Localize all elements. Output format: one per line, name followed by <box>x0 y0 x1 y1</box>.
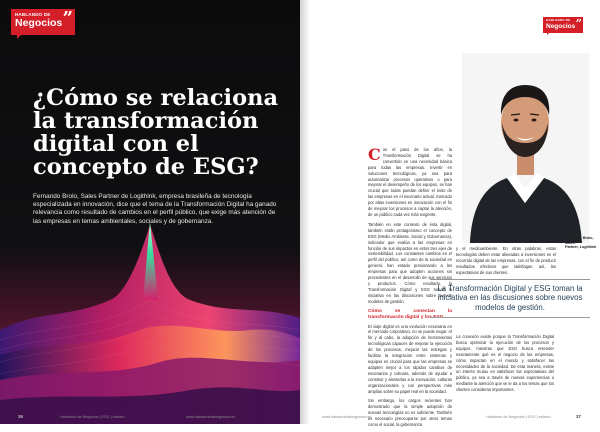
brand-logo-small-main: Negocios <box>546 22 576 30</box>
section-subheading: Cómo se conectan la transformación digital y los ESG <box>368 308 452 320</box>
magazine-name-left: Hablando de Negocios | ESG | edición <box>60 415 125 419</box>
body-paragraph: El viaje digital es una evolución necesaria en el mercado corporativo, no se puede negar. Al fin y al cabo, la adopción de herramientas tecnológicas capaces de mejorar la ejecución de los procesos, mejorar las entregas y facilitar la integración entre sistemas y equipos es crucial para que las empresas se adapten mejor a los rápidos cambios de escenarios y culturas, además de ayudar a construir y alentarlas a la innovación, culturas organizacionales y con perspectivas más amplias sobre su papel real en la sociedad. <box>368 323 452 394</box>
body-paragraph: y el medioambiente. En otras palabras, estas tecnologías deben estar alineadas a inversiones en el recorrido digital de las empresas, con el fin de producir resultados efectivos que satisfagan, así, las expectativas de sus clientes. <box>456 246 556 275</box>
brand-logo-top: HABLANDO DE <box>15 12 51 17</box>
brand-logo-small <box>543 17 583 33</box>
article-lead: Fernando Brolo, Sales Partner de Logithink, empresa brasileña de tecnología especializada en innovación, dice que el tema de la Transformación Digital ha ganado relevancia como resultado de cambios en el perfil público, que exige más atención de las empresas en temas ambientales, sociales y de gobernanza. <box>33 193 277 225</box>
brand-quote-icon: ” <box>62 8 73 29</box>
body-paragraph: También en este contexto de ésta digital, también están protagonismo el concepto de ESG (Medio Ambiente, Social y Gobernanza), indicador que evalúa a las empresas en función de sus impactos en estos tres ejes de sostenibilidad. Los constantes cambios en el perfil del público, así como de la sociedad en general, han estado presionando a las empresas para que adopten acciones sin precedentes en el desarrollo de sus servicios y productos. Cómo resultado, la Transformación Digital y ESG toman la iniciativa en las discusiones sobre nuevos modelos de gestión. <box>368 221 452 304</box>
body-paragraph <box>368 147 452 218</box>
footer-url-left: www.hablandodenegocios.es <box>186 415 236 419</box>
body-paragraph: La conexión existe porque la Transformación Digital busca optimizar la ejecución de los procesos y equipos, mientras que ESG busca entender exactamente qué es el negocio de las empresas, cómo impactan en el mundo y satisfacer las necesidades de la sociedad. De esta manera, existe un interés mutuo en satisfacer las expectativas del público, ya sea a través de nuevas experiencias o mediante la atención que se le da a los temas que los clientes consideran importantes. <box>456 334 554 393</box>
gutter-shadow <box>300 0 310 424</box>
portrait-photo <box>462 53 589 243</box>
brand-logo <box>11 9 75 35</box>
footer-url-right: www.hablandodenegocios.es <box>322 415 372 419</box>
brand-logo-main: Negocios <box>15 17 63 29</box>
caption-name: Fernando Brolo, Sales <box>565 236 594 245</box>
brand-quote-icon-small: ” <box>575 17 582 30</box>
footer-left <box>0 411 300 424</box>
pull-quote: La Transformación Digital y ESG toman la iniciativa en las discusiones sobre nuevos modelos de gestión. <box>430 279 590 318</box>
brand-logo-small-tail <box>547 32 550 35</box>
body-paragraph: Sin embargo, los cargos recientes han demostrado que la simple adopción de nuevas tecnologías no es suficiente. También es necesario preocuparse por otros temas como el social, la gobernanza <box>368 398 452 428</box>
drop-cap: C <box>368 145 381 164</box>
page-number-left: 36 <box>18 414 24 419</box>
body-paragraph-text: on el paso de los años, la Transformación Digital se ha convertido en una necesidad básica para todas las empresas. Invertir en soluciones tecnológicas, ya sea para automatizar procesos operativos o para mejorar el desempeño de los equipos, se han crucial que todas puedan definir el éxito de las empresas en el escenario actual, marcado por altas inversiones en innovación con el fin de mejorar los procesos a captar la atención, de un público cada vez más exigente. <box>368 147 452 217</box>
article-title: ¿Cómo se relaciona la transformación digital con el concepto de ESG? <box>33 85 279 180</box>
brand-logo-small-top: HABLANDO DE <box>546 18 571 22</box>
brand-logo-tail <box>17 34 22 39</box>
page-number-right: 37 <box>576 414 582 419</box>
photo-caption <box>565 236 597 250</box>
body-column-2 <box>456 246 556 280</box>
body-column-3 <box>456 334 554 397</box>
caption-role: Partner, Logithink <box>565 245 597 250</box>
magazine-name-right: Hablando de Negocios | ESG | edición <box>486 415 551 419</box>
left-page <box>0 0 300 424</box>
